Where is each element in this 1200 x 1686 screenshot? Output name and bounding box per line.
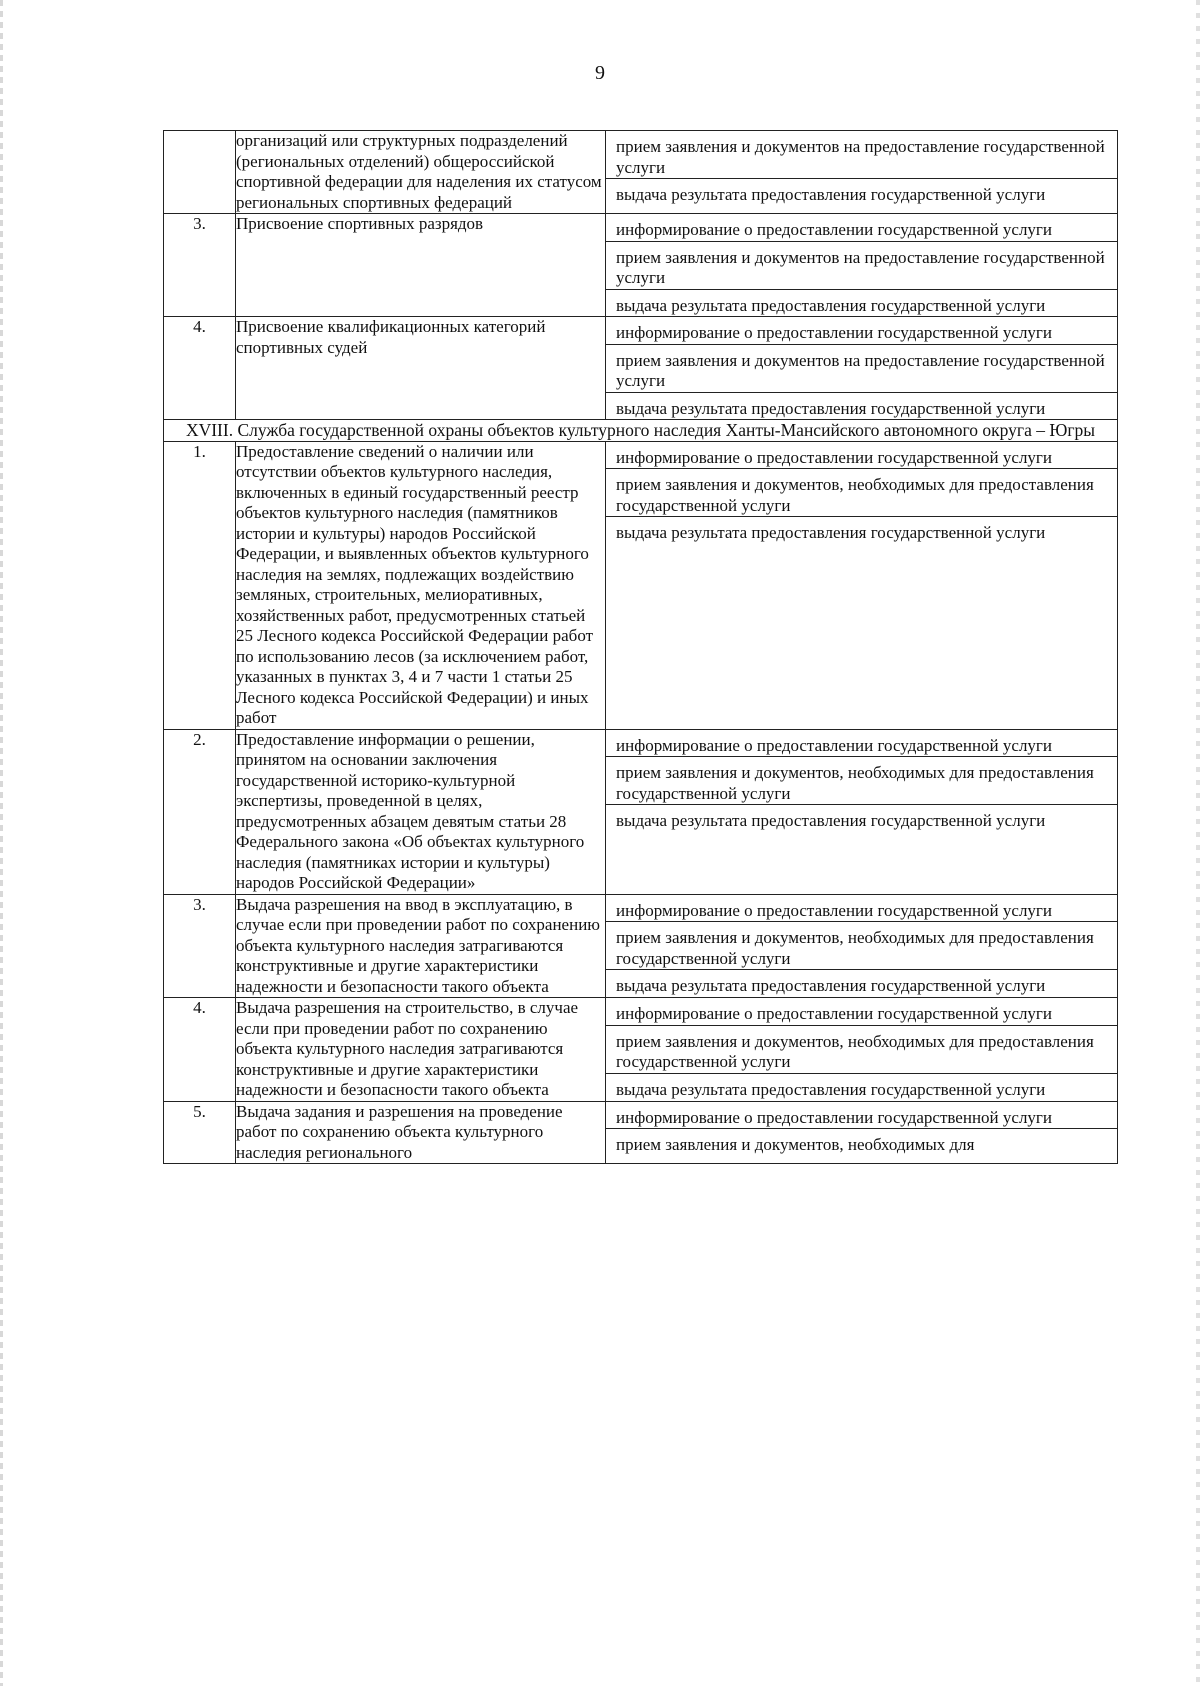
service-stages	[606, 441, 1118, 729]
stage-item: выдача результата предоставления государственной услуги	[616, 185, 1046, 204]
service-stages	[606, 214, 1118, 317]
service-stages	[606, 131, 1118, 214]
stage-item: информирование о предоставлении государственной услуги	[606, 895, 1117, 923]
row-number: 3.	[164, 214, 236, 317]
section-heading: XVIII. Служба государственной охраны объектов культурного наследия Ханты-Мансийского автономного округа – Югры	[164, 420, 1118, 442]
stage-item: прием заявления и документов, необходимых для предоставления государственной услуги	[606, 922, 1117, 970]
stage-item: прием заявления и документов на предоставление государственной услуги	[606, 131, 1117, 179]
service-name: Выдача разрешения на строительство, в случае если при проведении работ по сохранению объекта культурного наследия затрагиваются конструктивные и другие характеристики надежности и безопасности такого объекта	[236, 998, 606, 1102]
row-number: 4.	[164, 317, 236, 420]
scan-edge-right	[1196, 0, 1200, 1686]
service-name: Предоставление сведений о наличии или отсутствии объектов культурного наследия, включенных в единый государственный реестр объектов культурного наследия (памятников истории и культуры) народов Российской Федерации, и выявленных объектов культурного наследия на землях, подлежащих воздействию земляных, строительных, мелиоративных, хозяйственных работ, предусмотренных статьей 25 Лесного кодекса Российской Федерации работ по использованию лесов (за исключением работ, указанных в пунктах 3, 4 и 7 части 1 статьи 25 Лесного кодекса Российской Федерации) и иных работ	[236, 441, 606, 729]
stage-item: прием заявления и документов, необходимых для предоставления государственной услуги	[606, 757, 1117, 805]
table-row	[164, 131, 1118, 214]
row-number	[164, 131, 236, 214]
stage-item: выдача результата предоставления государственной услуги	[616, 398, 1046, 418]
table-row	[164, 729, 1118, 894]
service-name: Выдача разрешения на ввод в эксплуатацию, в случае если при проведении работ по сохранению объекта культурного наследия затрагиваются конструктивные и другие характеристики надежности и безопасности такого объекта	[236, 894, 606, 998]
stage-item: информирование о предоставлении государственной услуги	[606, 214, 1117, 242]
table-row	[164, 317, 1118, 420]
table-body-top	[164, 131, 1118, 420]
service-name: Присвоение квалификационных категорий спортивных судей	[236, 317, 606, 420]
service-name: Присвоение спортивных разрядов	[236, 214, 606, 317]
table-row	[164, 998, 1118, 1102]
service-name: организаций или структурных подразделений (региональных отделений) общероссийской спортивной федерации для наделения их статусом региональных спортивных федераций	[236, 131, 606, 214]
service-stages	[606, 317, 1118, 420]
stage-item: информирование о предоставлении государственной услуги	[606, 730, 1117, 758]
stage-item: информирование о предоставлении государственной услуги	[606, 317, 1117, 345]
service-stages	[606, 729, 1118, 894]
section-heading-body	[164, 420, 1118, 442]
stage-item: прием заявления и документов на предоставление государственной услуги	[606, 345, 1117, 393]
stage-item: информирование о предоставлении государственной услуги	[606, 1102, 1117, 1130]
stage-item: прием заявления и документов на предоставление государственной услуги	[606, 242, 1117, 290]
row-number: 3.	[164, 894, 236, 998]
table-row	[164, 441, 1118, 729]
service-name: Предоставление информации о решении, принятом на основании заключения государственной историко-культурной экспертизы, проведенной в целях, предусмотренных абзацем девятым статьи 28 Федерального закона «Об объектах культурного наследия (памятниках истории и культуры) народов Российской Федерации»	[236, 729, 606, 894]
row-number: 5.	[164, 1101, 236, 1164]
row-number: 2.	[164, 729, 236, 894]
service-stages	[606, 894, 1118, 998]
stage-item: выдача результата предоставления государственной услуги	[616, 523, 1046, 542]
table-body-section	[164, 441, 1118, 1164]
stage-item: прием заявления и документов, необходимых для предоставления государственной услуги	[606, 1026, 1117, 1074]
row-number: 4.	[164, 998, 236, 1102]
stage-item: информирование о предоставлении государственной услуги	[606, 998, 1117, 1026]
stage-item: информирование о предоставлении государственной услуги	[606, 442, 1117, 470]
stage-item: выдача результата предоставления государственной услуги	[616, 295, 1046, 315]
stage-item: прием заявления и документов, необходимых для	[616, 1135, 975, 1154]
table-row	[164, 1101, 1118, 1164]
page-number: 9	[595, 62, 605, 84]
service-stages	[606, 998, 1118, 1102]
table-row	[164, 894, 1118, 998]
stage-item: выдача результата предоставления государственной услуги	[616, 811, 1046, 830]
service-name: Выдача задания и разрешения на проведение работ по сохранению объекта культурного наследия регионального	[236, 1101, 606, 1164]
scan-edge-left	[0, 0, 3, 1686]
stage-item: выдача результата предоставления государственной услуги	[616, 1079, 1046, 1099]
stage-item: выдача результата предоставления государственной услуги	[616, 976, 1046, 995]
table-row	[164, 214, 1118, 317]
row-number: 1.	[164, 441, 236, 729]
services-table	[163, 130, 1118, 1164]
stage-item: прием заявления и документов, необходимых для предоставления государственной услуги	[606, 469, 1117, 517]
service-stages	[606, 1101, 1118, 1164]
section-heading-row	[164, 420, 1118, 442]
